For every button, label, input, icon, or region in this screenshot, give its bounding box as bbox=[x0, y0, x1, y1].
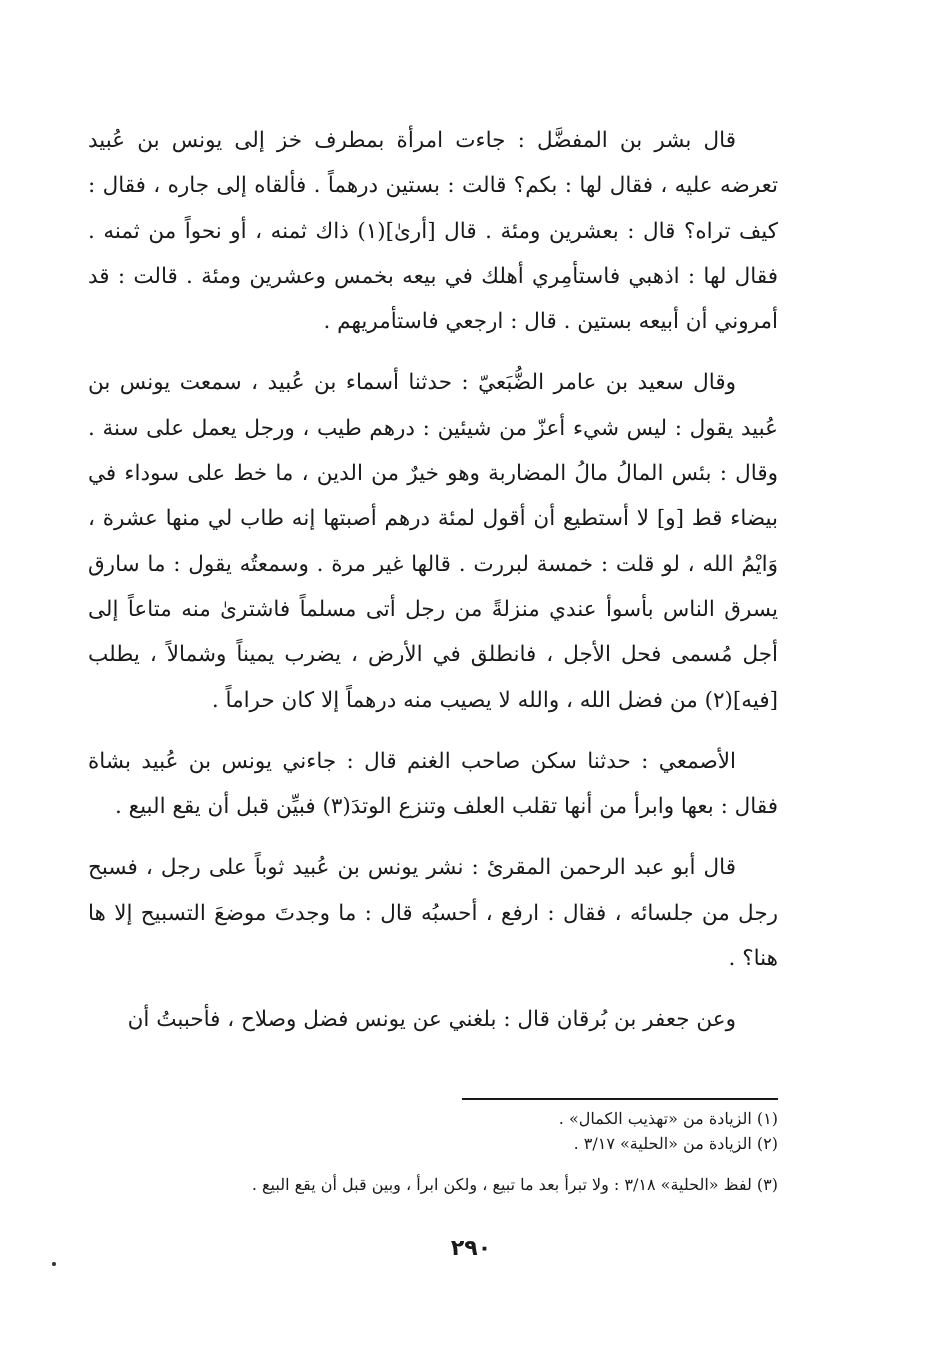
page-number: ٢٩٠ bbox=[450, 1236, 492, 1261]
footnotes bbox=[88, 1106, 778, 1197]
footnote-3: (٣) لفظ «الحلية» ٣/١٨ : ولا تبرأ بعد ما تبيع ، ولكن ابرأ ، وبين قبل أن يقع البيع . bbox=[251, 1175, 778, 1194]
paragraph-jafar: وعن جعفر بن بُرقان قال : بلغني عن يونس فضل وصلاح ، فأحببتُ أن bbox=[127, 1007, 736, 1033]
footnote-1: (١) الزيادة من «تهذيب الكمال» . bbox=[558, 1109, 778, 1128]
footnote-divider bbox=[462, 1098, 778, 1100]
footnote-2: (٢) الزيادة من «الحلية» ٣/١٧ . bbox=[573, 1134, 778, 1153]
paragraph-said: وقال سعيد بن عامر الضُّبَعيّ : حدثنا أسماء بن عُبيد ، سمعت يونس بن عُبيد يقول : ليس شيء أعزّ من شيئين : درهم طيب ، ورجل يعمل على سنة . وقال : بئس المالُ مالُ المضاربة وهو خيرٌ من الدين ، ما خط على سوداء في بيضاء قط [و] لا أستطيع أن أقول لمئة درهم أصبتها إنه طاب لي منها عشرة ، وَايْمُ الله ، لو قلت : خمسة لبررت . قالها غير مرة . وسمعتُه يقول : ما سارق يسرق الناس بأسوأ عندي منزلةً من رجل أتى مسلماً فاشترىٰ منه متاعاً إلى أجل مُسمى فحل الأجل ، فانطلق في الأرض ، يضرب يميناً وشمالاً ، يطلب [فيه](٢) من فضل الله ، والله لا يصيب منه درهماً إلا كان حراماً . bbox=[88, 370, 778, 713]
main-text bbox=[88, 118, 778, 1043]
paragraph-bishr: قال بشر بن المفضَّل : جاءت امرأة بمطرف خز إلى يونس بن عُبيد تعرضه عليه ، فقال لها : بكم؟ قالت : بستين درهماً . فألقاه إلى جاره ، فقال : كيف تراه؟ قال : بعشرين ومئة . قال [أرىٰ](١) ذاك ثمنه ، أو نحواً من ثمنه . فقال لها : اذهبي فاستأمِري أهلك في بيعه بخمس وعشرين ومئة . قالت : قد أمروني أن أبيعه بستين . قال : ارجعي فاستأمريهم . bbox=[88, 128, 778, 335]
paragraph-muqri: قال أبو عبد الرحمن المقرئ : نشر يونس بن عُبيد ثوباً على رجل ، فسبح رجل من جلسائه ، فقال : ارفع ، أحسبُه قال : ما وجدتَ موضعَ التسبيح إلا ها هنا؟ . bbox=[88, 855, 778, 972]
paragraph-asmai: الأصمعي : حدثنا سكن صاحب الغنم قال : جاءني يونس بن عُبيد بشاة فقال : بعها وابرأ من أنها تقلب العلف وتنزع الوتدَ(٣) فبيِّن قبل أن يقع البيع . bbox=[88, 748, 778, 820]
scan-speck bbox=[52, 1262, 56, 1266]
